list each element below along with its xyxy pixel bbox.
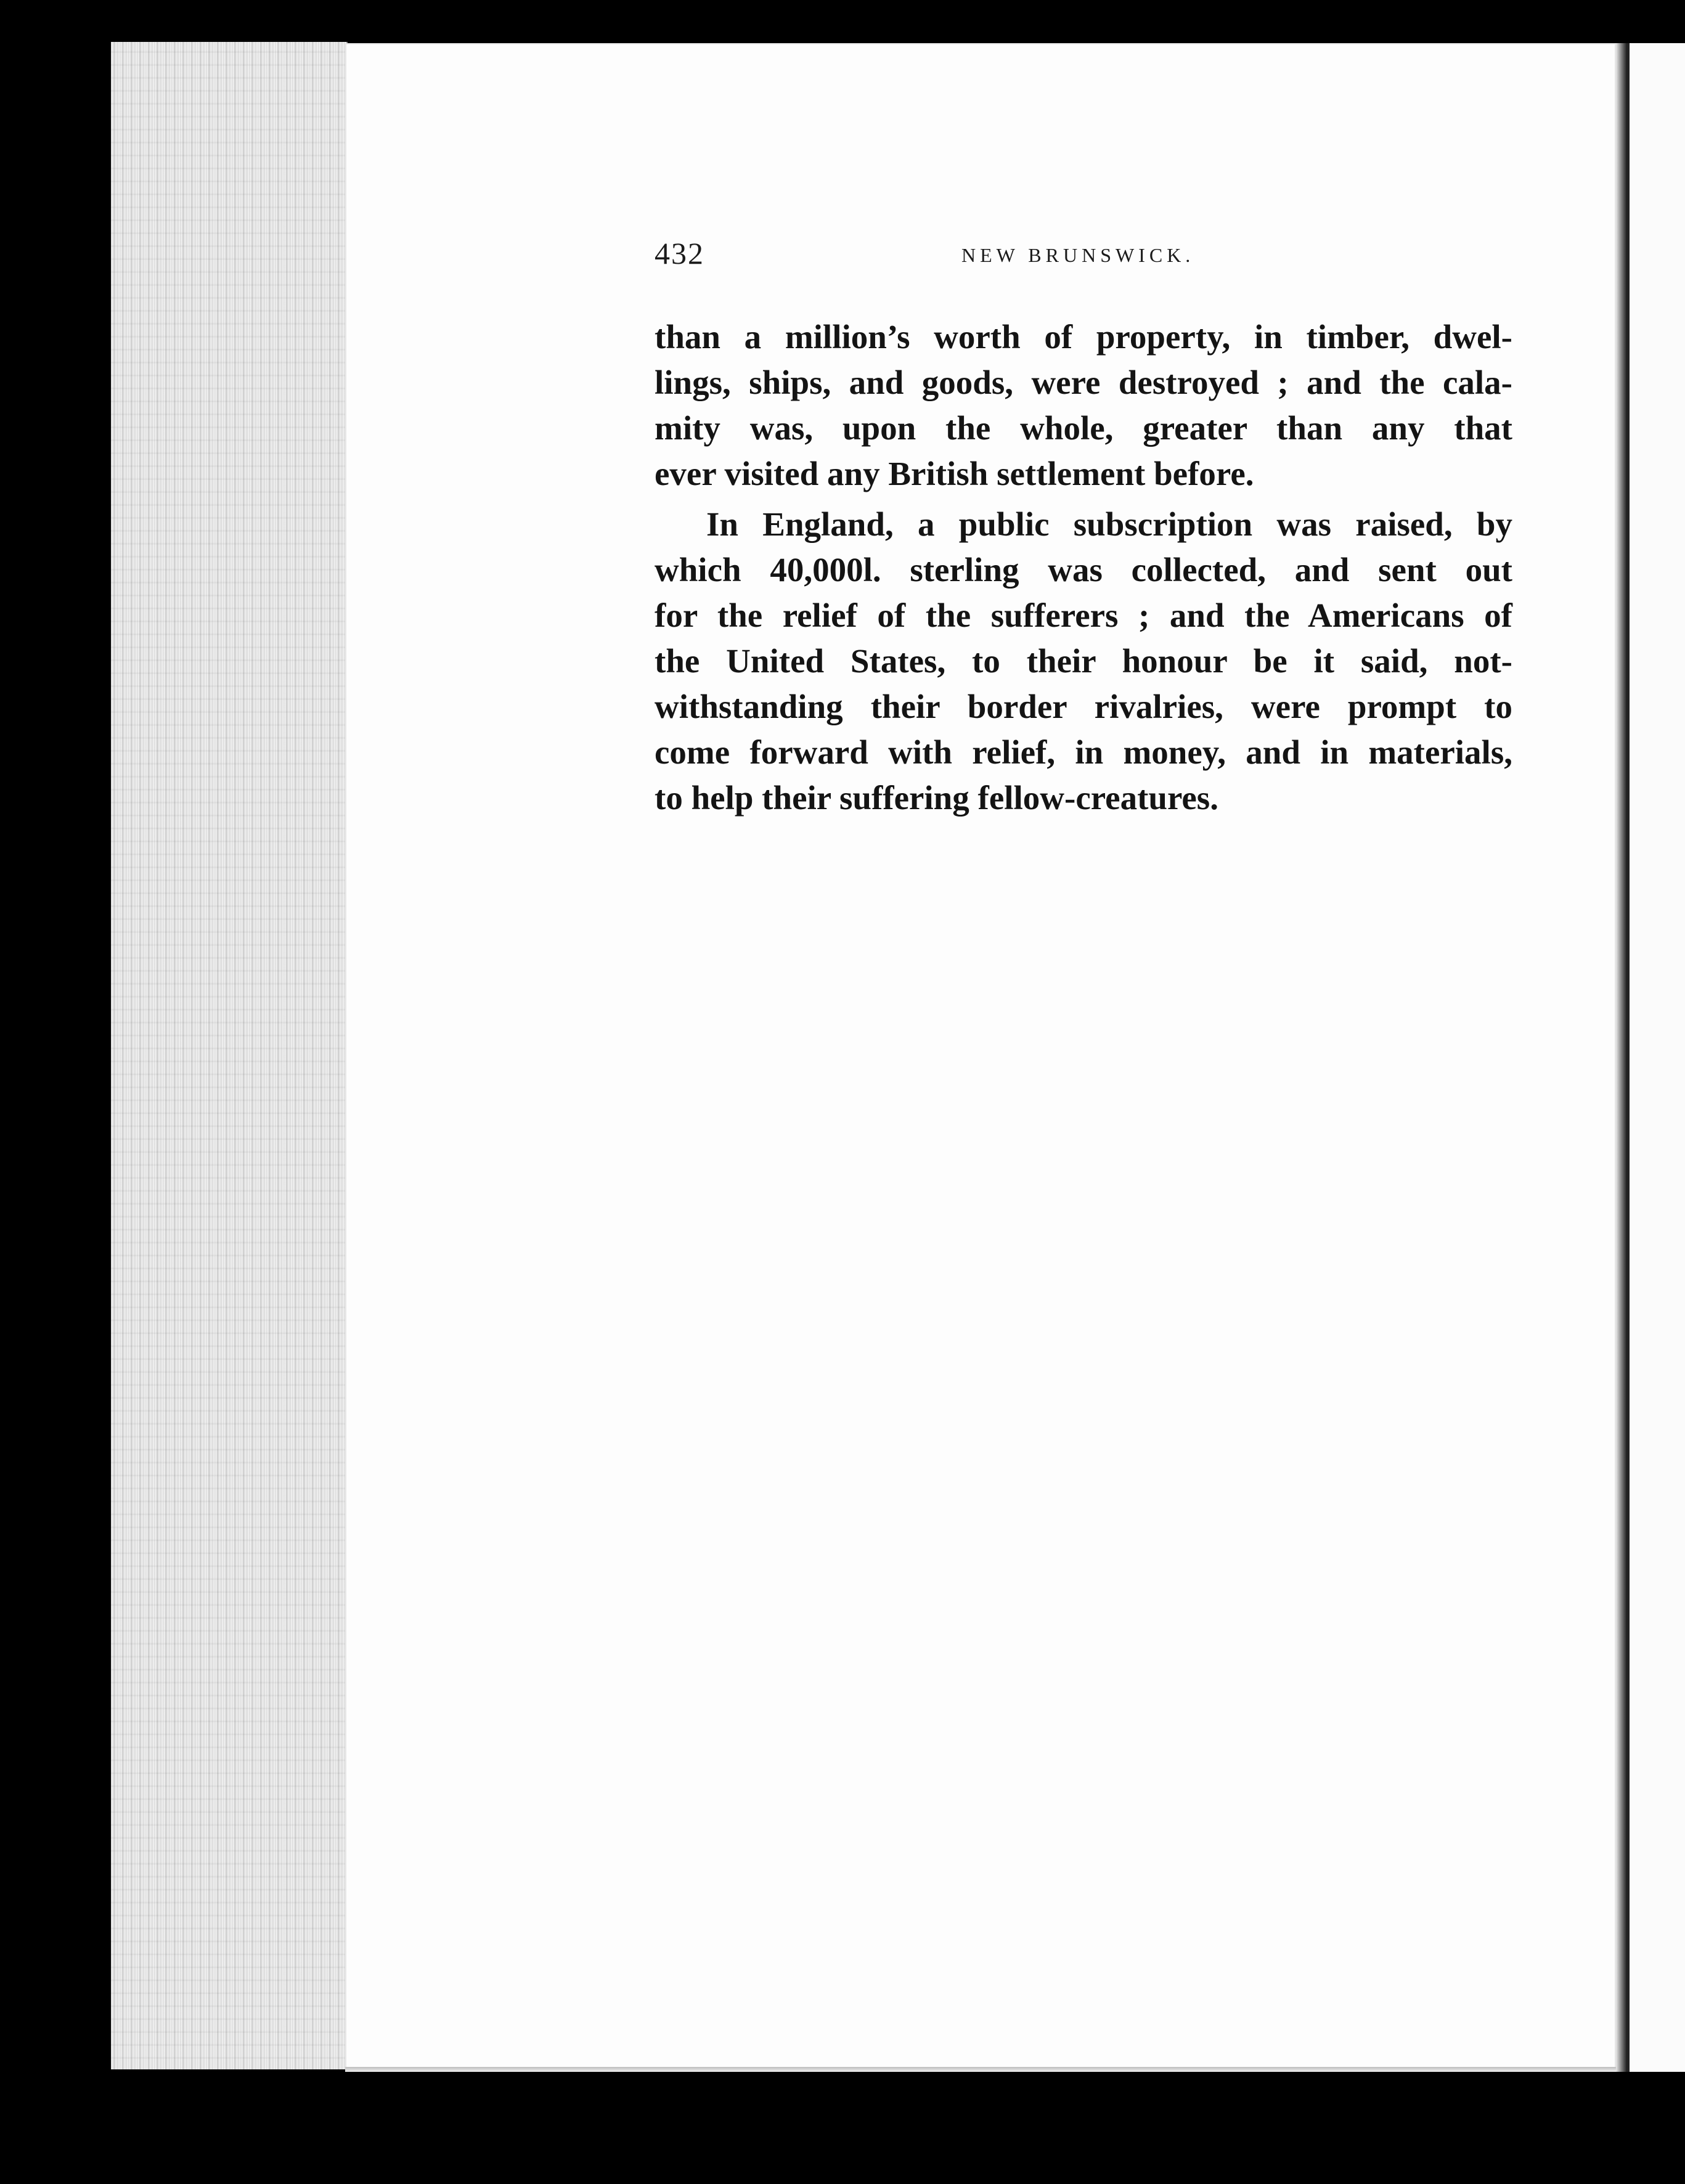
page-number: 432: [655, 236, 704, 271]
text-line: lings, ships, and goods, were destroyed ; and the cala-: [655, 364, 1512, 401]
text-line: which 40,000l. sterling was collected, and sent out: [655, 551, 1512, 589]
text-line: come forward with relief, in money, and in materials,: [655, 733, 1512, 771]
running-title: NEW BRUNSWICK.: [961, 244, 1195, 266]
text-line: In England, a public subscription was raised, by: [706, 505, 1512, 543]
page-bottom-edge: [345, 2067, 1616, 2072]
text-line: to help their suffering fellow-creatures.: [655, 779, 1218, 817]
text-line: for the relief of the sufferers ; and the Americans of: [655, 597, 1512, 634]
right-page-strip: [1627, 43, 1685, 2072]
page-edge-texture: [111, 42, 346, 2069]
right-page-gutter: [1616, 43, 1627, 2072]
text-line: mity was, upon the whole, greater than any that: [655, 409, 1512, 447]
body-text: [655, 314, 1512, 821]
text-line: withstanding their border rivalries, were prompt to: [655, 688, 1512, 725]
page-edge-stack: [111, 42, 348, 2069]
text-line: ever visited any British settlement before.: [655, 455, 1254, 492]
paragraph-1: [655, 314, 1512, 497]
text-line: than a million’s worth of property, in timber, dwel-: [655, 318, 1512, 356]
text-line: the United States, to their honour be it said, not-: [655, 642, 1512, 680]
running-head: [655, 235, 1512, 272]
paragraph-2: [655, 502, 1512, 821]
